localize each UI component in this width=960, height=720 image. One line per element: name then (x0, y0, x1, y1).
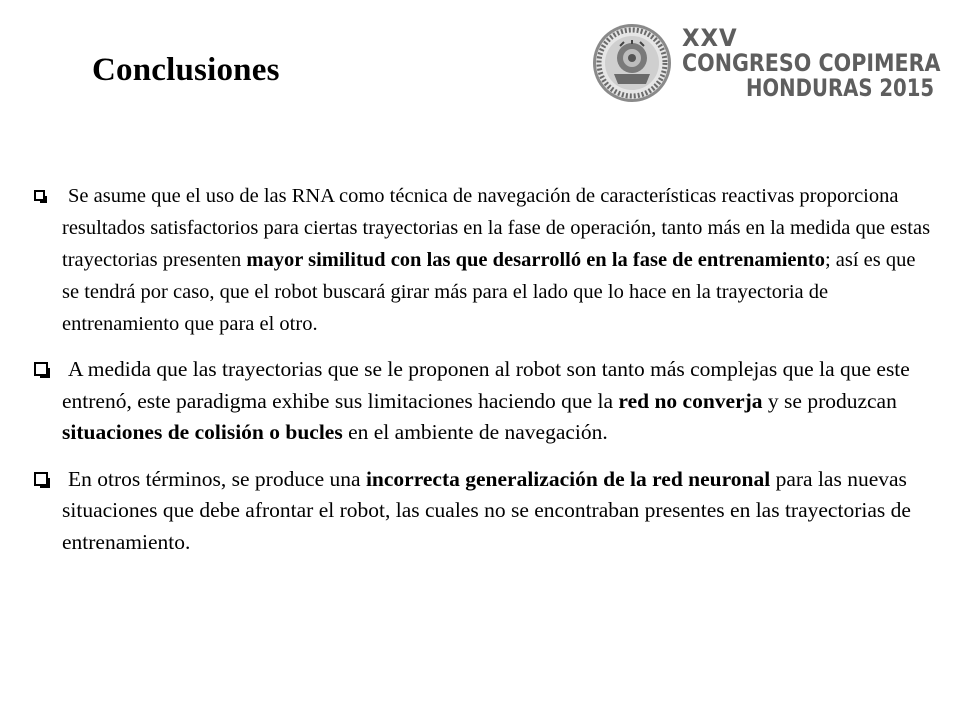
logo-location-year: HONDURAS 2015 (745, 74, 935, 102)
checkbox-square-icon (34, 362, 48, 376)
slide-title: Conclusiones (92, 52, 280, 88)
emphasis-text: red no converja (618, 388, 763, 413)
copimera-seal-icon (590, 22, 674, 104)
logo-congress-name: CONGRESO COPIMERA (682, 49, 941, 77)
conclusions-list (34, 180, 934, 558)
checkbox-square-icon (34, 190, 45, 201)
checkbox-square-icon (34, 472, 48, 486)
congress-logo (590, 22, 950, 104)
list-item: En otros términos, se produce una incorrecta generalización de la red neuronal para las nuevas situaciones que debe afrontar el robot, las cuales no se encontraban presentes en las trayectorias de entrenamiento. (34, 464, 934, 559)
list-item: A medida que las trayectorias que se le proponen al robot son tanto más complejas que la que este entrenó, este paradigma exhibe sus limitaciones haciendo que la red no converja y se produzcan situaciones de colisión o bucles en el ambiente de navegación. (34, 354, 934, 449)
emphasis-text: incorrecta generalización de la red neuronal (365, 466, 771, 491)
emphasis-text: mayor similitud con las que desarrolló en la fase de entrenamiento (246, 249, 825, 271)
emphasis-text: situaciones de colisión o bucles (62, 420, 343, 444)
list-item: Se asume que el uso de las RNA como técnica de navegación de características reactivas proporciona resultados satisfactorios para ciertas trayectorias en la fase de operación, tanto más en la medida que estas trayectorias presenten mayor similitud con las que desarrolló en la fase de entrenamiento; así es que se tendrá por caso, que el robot buscará girar más para el lado que lo hace en la trayectoria de entrenamiento que para el otro. (34, 180, 934, 340)
logo-edition: XXV (682, 24, 738, 52)
